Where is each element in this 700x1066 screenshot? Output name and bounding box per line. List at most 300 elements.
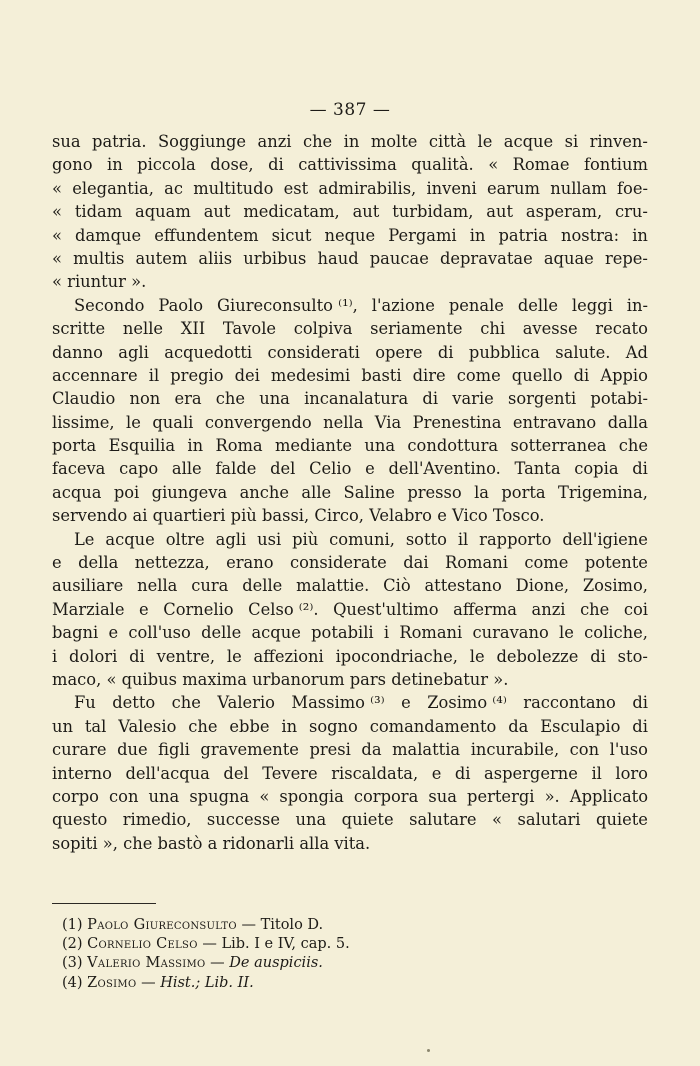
text-line: [52, 762, 648, 785]
word: sua: [52, 132, 81, 151]
word: debolezze: [496, 646, 579, 666]
word: «: [52, 225, 62, 245]
word: di: [632, 693, 648, 713]
word: ausiliare: [52, 576, 124, 596]
word: dei: [234, 365, 260, 385]
word: cattivissima: [298, 155, 397, 175]
word: le: [559, 623, 574, 643]
footnote-number: (2): [62, 936, 83, 953]
word: di: [437, 342, 454, 362]
word: che: [580, 599, 610, 619]
footnote-number: (3): [62, 955, 83, 972]
word: che: [302, 132, 333, 151]
word: che: [123, 833, 153, 853]
text-line: [52, 130, 648, 153]
word: nelle: [122, 319, 164, 339]
word: depravatae: [439, 248, 533, 268]
word: con: [109, 786, 139, 806]
word: Marziale: [52, 599, 125, 619]
footnote-separator: —: [210, 955, 225, 972]
text-line: [52, 387, 648, 410]
word: presso: [407, 482, 462, 502]
word: più: [292, 529, 319, 549]
footnote-author: Zosimo: [87, 974, 137, 991]
word: Velabro: [369, 506, 432, 526]
word: urbibus: [243, 248, 307, 268]
word: ridonarli: [222, 833, 295, 853]
word: Fu: [74, 693, 96, 713]
word: Romae: [512, 155, 570, 175]
page-number: — 387 —: [309, 100, 391, 120]
word: haud: [317, 248, 359, 268]
word: entravano: [512, 412, 597, 432]
footnote: [62, 916, 622, 935]
word: Tevere: [262, 763, 318, 783]
word: salutari: [517, 810, 581, 830]
word: Valerio: [217, 693, 275, 713]
footnote: [62, 954, 622, 973]
word: di: [268, 155, 284, 175]
word: poi: [113, 482, 140, 502]
word: presi: [309, 740, 351, 760]
word: potabi-: [590, 389, 648, 409]
text-line: [52, 504, 648, 527]
word: Massimo ⁽³⁾: [291, 693, 385, 713]
word: copia: [574, 459, 619, 479]
text-line: [52, 551, 648, 574]
word: sua: [428, 786, 457, 806]
word: capo: [119, 459, 159, 479]
word: dell'Aventino.: [388, 459, 501, 479]
word: era: [174, 389, 202, 409]
word: due: [117, 740, 148, 760]
word: da: [508, 716, 529, 736]
text-line: [52, 808, 648, 831]
word: Via: [374, 412, 402, 432]
word: sto-: [617, 646, 648, 666]
word: aut: [352, 202, 380, 222]
word: in: [632, 225, 648, 245]
word: medesimi: [270, 365, 351, 385]
word: malattie.: [296, 576, 370, 596]
word: potente: [584, 553, 648, 573]
word: che: [171, 693, 201, 713]
footnotes: [62, 916, 622, 993]
word: earum: [486, 178, 540, 198]
word: inveni: [426, 178, 477, 198]
word: coliche,: [584, 623, 648, 643]
word: Le: [74, 529, 95, 549]
word: che: [188, 716, 218, 736]
word: attestano: [424, 576, 502, 596]
word: acqua: [52, 482, 102, 502]
word: di: [590, 646, 606, 666]
word: scritte: [52, 319, 106, 339]
word: maxima: [182, 669, 247, 689]
word: detinebatur: [391, 669, 489, 689]
word: in: [106, 155, 123, 175]
word: Giureconsulto ⁽¹⁾,: [217, 295, 358, 315]
word: sogno: [308, 716, 358, 736]
word: urbanorum: [252, 669, 345, 689]
word: recato: [595, 319, 648, 339]
footnote-author: Paolo Giureconsulto: [87, 917, 237, 933]
word: in: [281, 716, 298, 736]
word: di: [573, 365, 590, 385]
word: Pergami: [388, 225, 457, 245]
footnote-separator: —: [241, 917, 256, 933]
word: interno: [52, 763, 112, 783]
word: il: [457, 529, 469, 549]
word: sotto: [405, 529, 447, 549]
word: quibus: [121, 669, 178, 689]
word: quello: [511, 365, 563, 385]
word: e: [52, 553, 62, 573]
word: con: [569, 740, 600, 760]
word: seriamente: [370, 319, 463, 339]
word: in-: [626, 295, 648, 315]
word: considerati: [267, 342, 360, 362]
word: opere: [375, 342, 423, 362]
word: salute.: [555, 342, 611, 362]
word: rapporto: [479, 529, 552, 549]
text-line: [52, 785, 648, 808]
word: di: [632, 716, 648, 736]
word: della: [78, 553, 119, 573]
word: malattia: [392, 740, 461, 760]
word: piccola: [137, 155, 196, 175]
word: turbidam,: [392, 202, 474, 222]
word: penale: [448, 295, 504, 315]
word: usi: [257, 529, 282, 549]
word: e: [401, 693, 411, 713]
word: «: [52, 202, 62, 222]
word: incanalatura: [304, 389, 409, 409]
word: aliis: [198, 248, 233, 268]
word: e: [431, 763, 442, 783]
word: Celio: [309, 459, 352, 479]
word: cura: [191, 576, 229, 596]
word: patria.: [92, 132, 147, 151]
word: convergendo: [204, 412, 312, 432]
word: a: [207, 833, 218, 853]
footnote-author: Valerio Massimo: [87, 955, 206, 972]
word: dire: [412, 365, 446, 385]
text-line: [52, 200, 648, 223]
word: chi: [480, 319, 506, 339]
word: delle: [201, 623, 242, 643]
footnote-divider: [52, 903, 156, 904]
word: »,: [102, 833, 118, 853]
text-line: [52, 364, 648, 387]
text-line: [52, 645, 648, 668]
word: accennare: [52, 365, 138, 385]
word: detto: [112, 693, 156, 713]
word: successe: [206, 810, 280, 830]
word: Trigemina,: [558, 482, 648, 502]
word: Esquilia: [108, 436, 176, 456]
text-line: [52, 317, 648, 340]
word: delle: [517, 295, 558, 315]
word: pubblica: [468, 342, 540, 362]
word: porta: [501, 482, 546, 502]
word: una: [259, 389, 290, 409]
word: vita.: [334, 833, 371, 853]
word: mediante: [274, 436, 353, 456]
text-line: [52, 574, 648, 597]
word: colpiva: [293, 319, 353, 339]
word: quiete: [596, 810, 648, 830]
word: di: [129, 646, 145, 666]
word: multis: [73, 248, 125, 268]
word: ».: [544, 786, 560, 806]
footnote: [62, 935, 622, 954]
word: questo: [52, 810, 108, 830]
word: Esculapio: [540, 716, 621, 736]
word: repe-: [604, 248, 648, 268]
word: la: [474, 482, 489, 502]
text-line: [52, 481, 648, 504]
word: varie: [452, 389, 494, 409]
text-line: [52, 738, 648, 761]
word: in: [187, 436, 204, 456]
word: aquae: [543, 248, 594, 268]
word: riscaldata,: [331, 763, 419, 783]
word: «: [52, 272, 62, 292]
word: affezioni: [253, 646, 324, 666]
word: curavano: [472, 623, 549, 643]
footnote-reference: Titolo D.: [260, 917, 324, 933]
word: leggi: [571, 295, 613, 315]
word: aquam: [135, 202, 191, 222]
word: nostra:: [560, 225, 620, 245]
word: molte: [370, 132, 418, 151]
word: afferma: [453, 599, 517, 619]
word: dai: [403, 553, 429, 573]
footnote-author: Cornelio Celso: [87, 936, 198, 953]
word: si: [564, 132, 579, 151]
word: Celso ⁽²⁾.: [248, 599, 319, 619]
word: foe-: [617, 178, 648, 198]
body-text: [52, 130, 648, 855]
word: Quest'ultimo: [333, 599, 439, 619]
word: ».: [131, 272, 147, 292]
word: che: [618, 436, 648, 456]
word: salutare: [409, 810, 477, 830]
word: dolori: [69, 646, 118, 666]
footnote-number: (1): [62, 917, 83, 933]
word: le: [226, 646, 242, 666]
word: «: [492, 810, 503, 830]
footnote-number: (4): [62, 974, 83, 991]
word: acquedotti: [164, 342, 253, 362]
word: Appio: [600, 365, 648, 385]
word: aut: [203, 202, 231, 222]
word: nullam: [550, 178, 607, 198]
word: damque: [75, 225, 142, 245]
word: curare: [52, 740, 107, 760]
word: agli: [118, 342, 149, 362]
word: riuntur: [67, 272, 126, 292]
word: sopiti: [52, 833, 98, 853]
word: Roma: [215, 436, 263, 456]
footnote-reference: De auspiciis.: [229, 955, 323, 972]
word: in: [343, 132, 360, 151]
word: anche: [239, 482, 290, 502]
word: «: [259, 786, 270, 806]
word: erano: [226, 553, 274, 573]
word: Valesio: [118, 716, 177, 736]
word: Claudio: [52, 389, 116, 409]
word: figli: [158, 740, 190, 760]
word: Romani: [399, 623, 463, 643]
word: ».: [493, 669, 509, 689]
word: anzi: [257, 132, 292, 151]
word: alle: [301, 482, 332, 502]
word: oltre: [165, 529, 205, 549]
word: spongia: [279, 786, 344, 806]
word: alle: [171, 459, 202, 479]
word: Tosco.: [492, 506, 545, 526]
footnote-separator: —: [141, 974, 156, 991]
word: «: [106, 669, 117, 689]
word: da: [361, 740, 382, 760]
word: fontium: [583, 155, 648, 175]
word: acque: [251, 623, 301, 643]
word: neque: [324, 225, 376, 245]
word: loro: [615, 763, 648, 783]
word: acque: [105, 529, 155, 549]
word: le: [469, 646, 485, 666]
word: aut: [486, 202, 514, 222]
word: Zosimo ⁽⁴⁾: [427, 693, 507, 713]
word: XII: [180, 319, 206, 339]
text-line: [52, 621, 648, 644]
word: Ad: [625, 342, 648, 362]
word: Tavole: [222, 319, 277, 339]
text-line: [52, 177, 648, 200]
word: quali: [152, 412, 194, 432]
word: medicatam,: [243, 202, 340, 222]
word: paucae: [369, 248, 429, 268]
word: in: [469, 225, 486, 245]
word: acque: [503, 132, 554, 151]
word: Saline: [343, 482, 395, 502]
word: cru-: [615, 202, 648, 222]
word: alla: [299, 833, 330, 853]
word: nella: [323, 412, 364, 432]
word: ai: [132, 506, 148, 526]
word: e: [139, 599, 149, 619]
word: giungeva: [151, 482, 228, 502]
word: come: [456, 365, 501, 385]
word: Circo,: [314, 506, 364, 526]
word: l'uso: [609, 740, 648, 760]
word: incurabile,: [470, 740, 560, 760]
word: tal: [84, 716, 107, 736]
word: Prenestina: [412, 412, 502, 432]
word: e: [437, 506, 447, 526]
word: di: [422, 389, 439, 409]
word: condottura: [407, 436, 499, 456]
word: le: [126, 412, 141, 432]
word: comuni,: [329, 529, 395, 549]
word: gravemente: [200, 740, 299, 760]
word: multitudo: [193, 178, 274, 198]
word: agli: [215, 529, 247, 549]
footnote-separator: —: [202, 936, 217, 953]
word: i: [52, 646, 58, 666]
word: maco,: [52, 669, 102, 689]
word: come: [524, 553, 569, 573]
word: raccontano: [523, 693, 616, 713]
word: Applicato: [569, 786, 648, 806]
word: gono: [52, 155, 93, 175]
word: effundentem: [154, 225, 259, 245]
word: sorgenti: [507, 389, 577, 409]
word: non: [129, 389, 161, 409]
text-line: [52, 832, 648, 855]
word: i: [383, 623, 390, 643]
word: e: [108, 623, 119, 643]
word: est: [283, 178, 309, 198]
word: il: [591, 763, 602, 783]
footnote-reference: Lib. I e IV, cap. 5.: [221, 936, 350, 953]
word: Tanta: [514, 459, 561, 479]
word: dell'igiene: [562, 529, 648, 549]
word: dose,: [210, 155, 254, 175]
word: Secondo: [74, 295, 145, 315]
footnote-reference: Hist.; Lib. II.: [160, 974, 254, 991]
word: Soggiunge: [158, 132, 247, 151]
word: patria: [498, 225, 548, 245]
word: di: [454, 763, 471, 783]
word: anzi: [531, 599, 566, 619]
word: considerate: [290, 553, 387, 573]
word: bastò: [157, 833, 203, 853]
word: spugna: [189, 786, 250, 806]
word: Paolo: [158, 295, 204, 315]
text-line: [52, 528, 648, 551]
word: qualità.: [411, 155, 474, 175]
text-line: [52, 153, 648, 176]
footnote: [62, 974, 622, 993]
word: ebbe: [229, 716, 270, 736]
word: ventre,: [156, 646, 216, 666]
text-line: [52, 457, 648, 480]
word: coi: [623, 599, 648, 619]
word: che: [215, 389, 246, 409]
word: «: [488, 155, 499, 175]
word: bagni: [52, 623, 99, 643]
word: delle: [242, 576, 283, 596]
word: potabili: [311, 623, 374, 643]
word: le: [477, 132, 493, 151]
word: dalla: [607, 412, 648, 432]
word: aspergerne: [484, 763, 578, 783]
word: corpora: [353, 786, 419, 806]
word: Dione,: [515, 576, 569, 596]
word: dell'acqua: [125, 763, 210, 783]
word: lissime,: [52, 412, 115, 432]
text-line: [52, 224, 648, 247]
word: una: [148, 786, 180, 806]
word: servendo: [52, 506, 128, 526]
word: Romani: [445, 553, 508, 573]
word: pregio: [170, 365, 224, 385]
word: Zosimo,: [582, 576, 648, 596]
word: bassi,: [261, 506, 310, 526]
